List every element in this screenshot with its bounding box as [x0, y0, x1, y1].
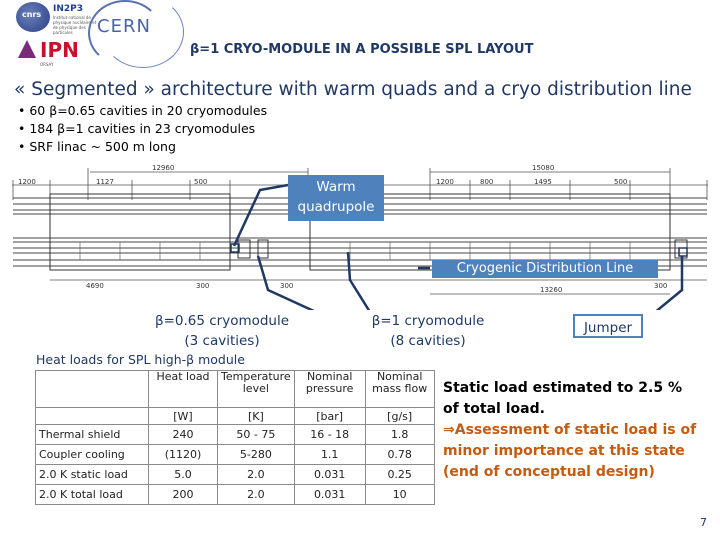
- table-cell: 0.031: [294, 485, 365, 505]
- cryo-distribution-line-callout: Cryogenic Distribution Line: [432, 260, 658, 278]
- table-units-row: [36, 408, 435, 425]
- dim-label: 500: [194, 178, 208, 186]
- cnrs-logo-text: cnrs: [22, 10, 42, 19]
- table-cell: 5.0: [149, 465, 218, 485]
- table-unit: [bar]: [294, 408, 365, 425]
- table-unit: [36, 408, 149, 425]
- in2p3-logo-subtitle: Institut national de physique nucléaire et de physique des particules: [53, 15, 97, 35]
- dim-label: 1200: [436, 178, 454, 186]
- beta065-cryomodule-label: [138, 311, 306, 351]
- label-line: β=0.65 cryomodule: [154, 313, 290, 329]
- table-header-row: [36, 371, 435, 408]
- dim-label: 1495: [534, 178, 552, 186]
- table-cell: 2.0: [218, 465, 295, 485]
- slide-subtitle: « Segmented » architecture with warm quads and a cryo distribution line: [14, 79, 692, 100]
- table-cell: 0.031: [294, 465, 365, 485]
- dim-label: 800: [480, 178, 494, 186]
- table-row: [36, 425, 435, 445]
- warm-quadrupole-callout: [288, 175, 384, 221]
- table-cell: 10: [365, 485, 434, 505]
- conclusion-note: ⇒Assessment of static load is of minor importance at this state (end of conceptual design): [443, 422, 697, 480]
- dim-label: 300: [280, 282, 294, 290]
- jumper-marker: [679, 248, 687, 256]
- label-line: (3 cavities): [184, 333, 260, 349]
- beta1-cryomodule-label: [360, 311, 496, 351]
- table-cell: 16 - 18: [294, 425, 365, 445]
- cern-logo: CERN: [97, 16, 151, 37]
- table-cell: 0.25: [365, 465, 434, 485]
- table-header: [36, 371, 149, 408]
- table-cell: 5-280: [218, 445, 295, 465]
- table-cell: 1.8: [365, 425, 434, 445]
- table-header: Heat load: [149, 371, 218, 408]
- table-row: [36, 445, 435, 465]
- table-row: [36, 465, 435, 485]
- page-number: 7: [700, 516, 707, 529]
- bullet-list: [18, 102, 267, 156]
- table-row: [36, 485, 435, 505]
- ipn-logo-mark: [18, 40, 36, 58]
- dim-label: 13260: [540, 286, 563, 294]
- table-cell: 2.0: [218, 485, 295, 505]
- dim-label: 12960: [152, 164, 175, 172]
- heat-loads-table: [35, 370, 435, 505]
- static-load-note: Static load estimated to 2.5 % of total load.: [443, 380, 682, 417]
- bullet-item: • 184 β=1 cavities in 23 cryomodules: [18, 121, 256, 136]
- table-unit: [K]: [218, 408, 295, 425]
- dim-label: 500: [614, 178, 628, 186]
- in2p3-logo: IN2P3: [53, 4, 84, 14]
- table-cell: 2.0 K static load: [36, 465, 149, 485]
- ipn-logo-subtitle: ORSAY: [40, 62, 54, 67]
- table-cell: 50 - 75: [218, 425, 295, 445]
- callout-line: Warm: [316, 179, 356, 195]
- table-header: Temperature level: [218, 371, 295, 408]
- table-header: Nominal pressure: [294, 371, 365, 408]
- dim-label: 15080: [532, 164, 555, 172]
- label-line: (8 cavities): [390, 333, 466, 349]
- slide-title: β=1 CRYO-MODULE IN A POSSIBLE SPL LAYOUT: [190, 42, 534, 57]
- heat-loads-title: Heat loads for SPL high-β module: [36, 352, 245, 367]
- table-header: Nominal mass flow: [365, 371, 434, 408]
- table-cell: 0.78: [365, 445, 434, 465]
- label-line: β=1 cryomodule: [371, 313, 485, 329]
- table-cell: 200: [149, 485, 218, 505]
- bullet-item: • 60 β=0.65 cavities in 20 cryomodules: [18, 103, 268, 118]
- table-cell: 2.0 K total load: [36, 485, 149, 505]
- table-cell: Coupler cooling: [36, 445, 149, 465]
- table-cell: (1120): [149, 445, 218, 465]
- table-cell: 1.1: [294, 445, 365, 465]
- dim-label: 1127: [96, 178, 114, 186]
- callout-line: quadrupole: [297, 199, 375, 215]
- table-unit: [W]: [149, 408, 218, 425]
- table-cell: Thermal shield: [36, 425, 149, 445]
- bullet-item: • SRF linac ~ 500 m long: [18, 139, 176, 154]
- ipn-logo: IPN: [40, 38, 79, 62]
- table-cell: 240: [149, 425, 218, 445]
- dim-label: 300: [654, 282, 668, 290]
- dim-label: 1200: [18, 178, 36, 186]
- cavity-marks: [80, 242, 630, 260]
- table-unit: [g/s]: [365, 408, 434, 425]
- jumper-callout: Jumper: [573, 314, 643, 338]
- dim-label: 4690: [86, 282, 104, 290]
- dim-label: 300: [196, 282, 210, 290]
